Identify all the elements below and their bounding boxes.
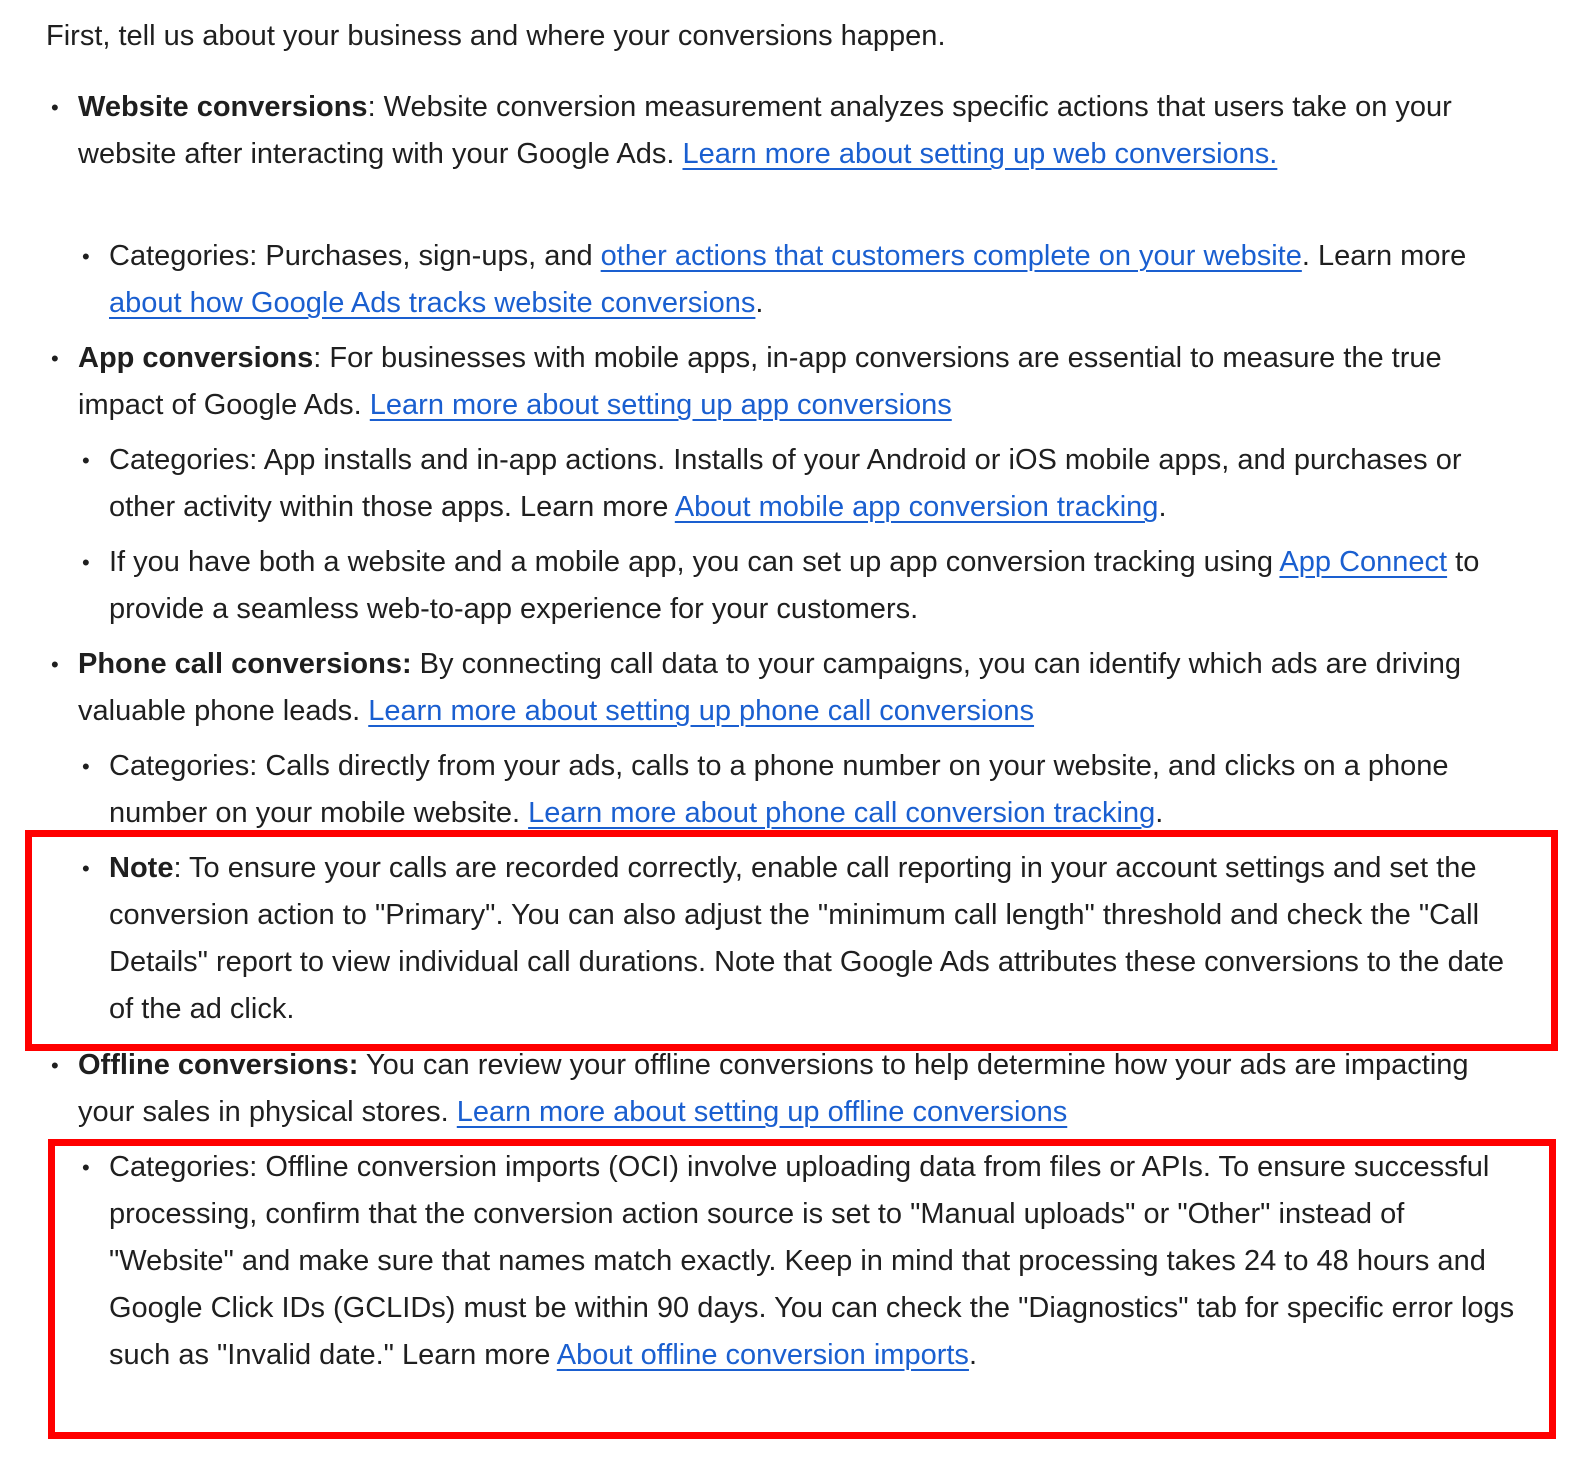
list-item-phone-call-conversions [78, 641, 1538, 735]
note-label: Note [109, 852, 174, 884]
phone-categories-item [109, 743, 1529, 837]
learn-phone-conversions-link[interactable]: Learn more about setting up phone call conversions [368, 695, 1035, 727]
app-categories-text: Categories: App installs and in-app actions. Installs of your Android or iOS mobile apps, and purchases or other activity within those apps. Learn more [109, 444, 1462, 523]
app-both-text: If you have both a website and a mobile app, you can set up app conversion tracking using [109, 546, 1280, 578]
note-text: : To ensure your calls are recorded correctly, enable call reporting in your account settings and set the conversion action to "Primary". You can also adjust the "minimum call length" threshold and check the "Call Details" report to view individual call durations. Note that Google Ads attributes these conversions to the date of the ad click. [109, 852, 1505, 1025]
offline-conversions-heading: Offline conversions: [78, 1049, 359, 1081]
phone-categories-text: Categories: Calls directly from your ads, calls to a phone number on your website, and clicks on a phone number on your mobile website. [109, 750, 1449, 829]
learn-offline-conversions-link[interactable]: Learn more about setting up offline conversions [456, 1096, 1068, 1128]
other-actions-link[interactable]: other actions that customers complete on your website [600, 240, 1302, 272]
website-conversions-text: : Website conversion measurement analyzes specific actions that users take on your website after interacting with your Google Ads. [78, 91, 1452, 170]
website-tracking-link[interactable]: about how Google Ads tracks website conversions [109, 287, 756, 319]
app-conversions-heading: App conversions [78, 342, 314, 374]
phone-conversions-heading: Phone call conversions: [78, 648, 412, 680]
website-categories-text: Categories: Purchases, sign-ups, and [109, 240, 601, 272]
app-connect-tail-text: to provide a seamless web-to-app experience for your customers. [109, 546, 1480, 625]
phone-tracking-link[interactable]: Learn more about phone call conversion tracking [528, 797, 1156, 829]
website-conversions-heading: Website conversions [78, 91, 368, 123]
website-learn-more-text: . Learn more [1301, 240, 1467, 272]
offline-conversions-text: You can review your offline conversions to help determine how your ads are impacting your sales in physical stores. [78, 1049, 1469, 1128]
offline-imports-link[interactable]: About offline conversion imports [556, 1339, 969, 1371]
period-text: . [1155, 797, 1164, 829]
phone-note-item [109, 845, 1509, 1033]
list-item-offline-conversions [78, 1042, 1498, 1136]
offline-categories-item [109, 1144, 1529, 1379]
intro-paragraph: First, tell us about your business and where your conversions happen. [46, 20, 946, 52]
offline-categories-text: Categories: Offline conversion imports (OCI) involve uploading data from files or APIs. To ensure successful processing, confirm that the conversion action source is set to "Manual uploads" or "Other" instead of "Website" and make sure that names match exactly. Keep in mind that processing takes 24 to 48 hours and Google Click IDs (GCLIDs) must be within 90 days. You can check the "Diagnostics" tab for specific error logs such as "Invalid date." Learn more [109, 1151, 1515, 1371]
app-categories-item [109, 437, 1509, 531]
learn-app-conversions-link[interactable]: Learn more about setting up app conversions [369, 389, 952, 421]
period-text: . [1158, 491, 1167, 523]
app-connect-item [109, 539, 1499, 633]
list-item-app-conversions [78, 335, 1498, 429]
app-connect-link[interactable]: App Connect [1279, 546, 1448, 578]
period-text: . [755, 287, 764, 319]
app-conversions-text: : For businesses with mobile apps, in-app conversions are essential to measure the true impact of Google Ads. [78, 342, 1442, 421]
phone-conversions-text: By connecting call data to your campaigns, you can identify which ads are driving valuable phone leads. [78, 648, 1462, 727]
website-categories-item [109, 233, 1539, 327]
mobile-app-tracking-link[interactable]: About mobile app conversion tracking [674, 491, 1159, 523]
list-item-website-conversions [78, 84, 1518, 178]
period-text: . [968, 1339, 977, 1371]
learn-web-conversions-link[interactable]: Learn more about setting up web conversions. [682, 138, 1278, 170]
